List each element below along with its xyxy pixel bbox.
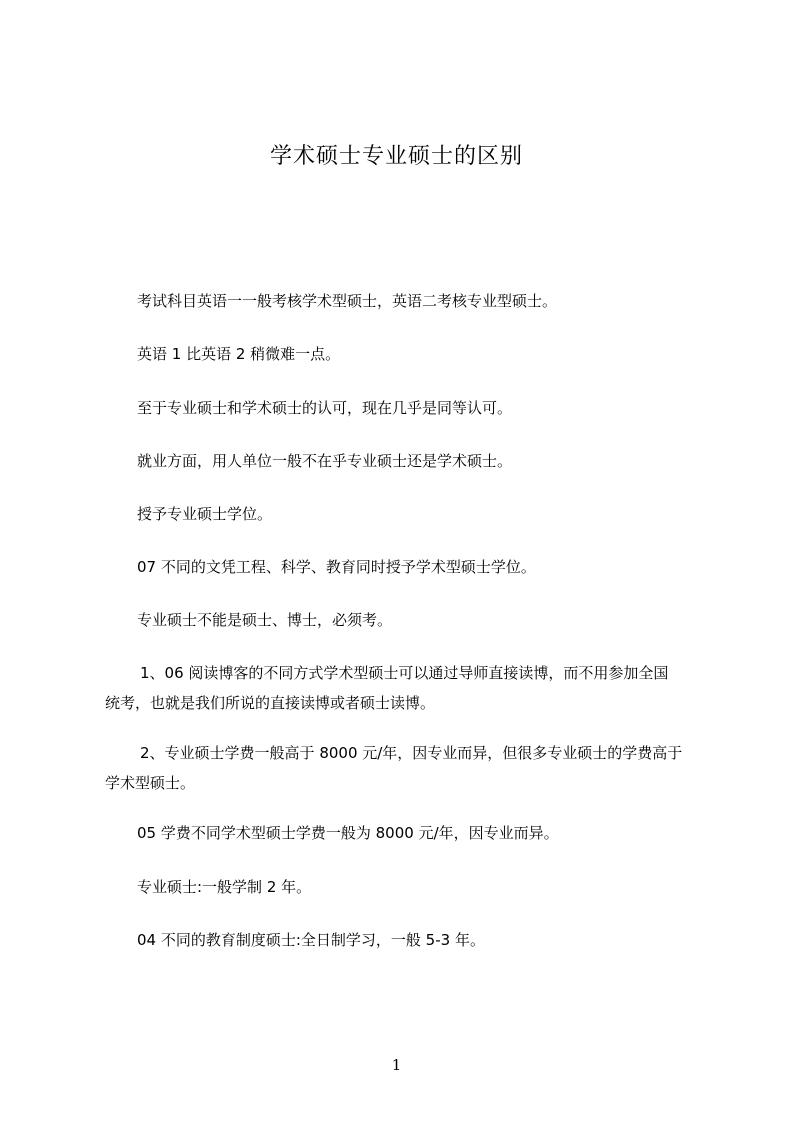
paragraph-line: 就业方面，用人单位一般不在乎专业硕士还是学术硕士。	[137, 452, 513, 470]
paragraph-line: 04 不同的教育制度硕士:全日制学习，一般 5-3 年。	[137, 931, 485, 949]
paragraph-professional-tuition	[105, 738, 717, 798]
paragraph-employment	[105, 446, 717, 476]
document-title: 学术硕士专业硕士的区别	[269, 144, 523, 169]
paragraph-direct-phd	[105, 658, 717, 718]
paragraph-degree-award	[105, 499, 717, 529]
paragraph-line: 授予专业硕士学位。	[137, 505, 273, 523]
paragraph-recognition	[105, 393, 717, 423]
paragraph-line: 至于专业硕士和学术硕士的认可，现在几乎是同等认可。	[137, 399, 513, 417]
paragraph-line: 2、专业硕士学费一般高于 8000 元/年，因专业而异，但很多专业硕士的学费高于	[140, 744, 683, 762]
paragraph-academic-tuition	[105, 818, 717, 848]
paragraph-line: 07 不同的文凭工程、科学、教育同时授予学术型硕士学位。	[137, 558, 536, 576]
paragraph-line: 专业硕士:一般学制 2 年。	[137, 878, 312, 896]
paragraph-program-length	[105, 872, 717, 902]
paragraph-line: 考试科目英语一一般考核学术型硕士，英语二考核专业型硕士。	[137, 292, 558, 310]
paragraph-line: 统考，也就是我们所说的直接读博或者硕士读博。	[105, 694, 436, 712]
paragraph-phd-path	[105, 605, 717, 635]
page-number: 1	[391, 1056, 402, 1074]
paragraph-line: 专业硕士不能是硕士、博士，必须考。	[137, 611, 393, 629]
paragraph-line: 英语 1 比英语 2 稍微难一点。	[137, 345, 341, 363]
paragraph-exam-subjects	[105, 286, 717, 316]
paragraph-line: 05 学费不同学术型硕士学费一般为 8000 元/年，因专业而异。	[137, 824, 559, 842]
paragraph-line: 1、06 阅读博客的不同方式学术型硕士可以通过导师直接读博，而不用参加全国	[140, 664, 669, 682]
paragraph-education-system	[105, 925, 717, 955]
paragraph-diploma	[105, 552, 717, 582]
paragraph-line: 学术型硕士。	[105, 774, 196, 792]
paragraph-english-difficulty	[105, 339, 717, 369]
